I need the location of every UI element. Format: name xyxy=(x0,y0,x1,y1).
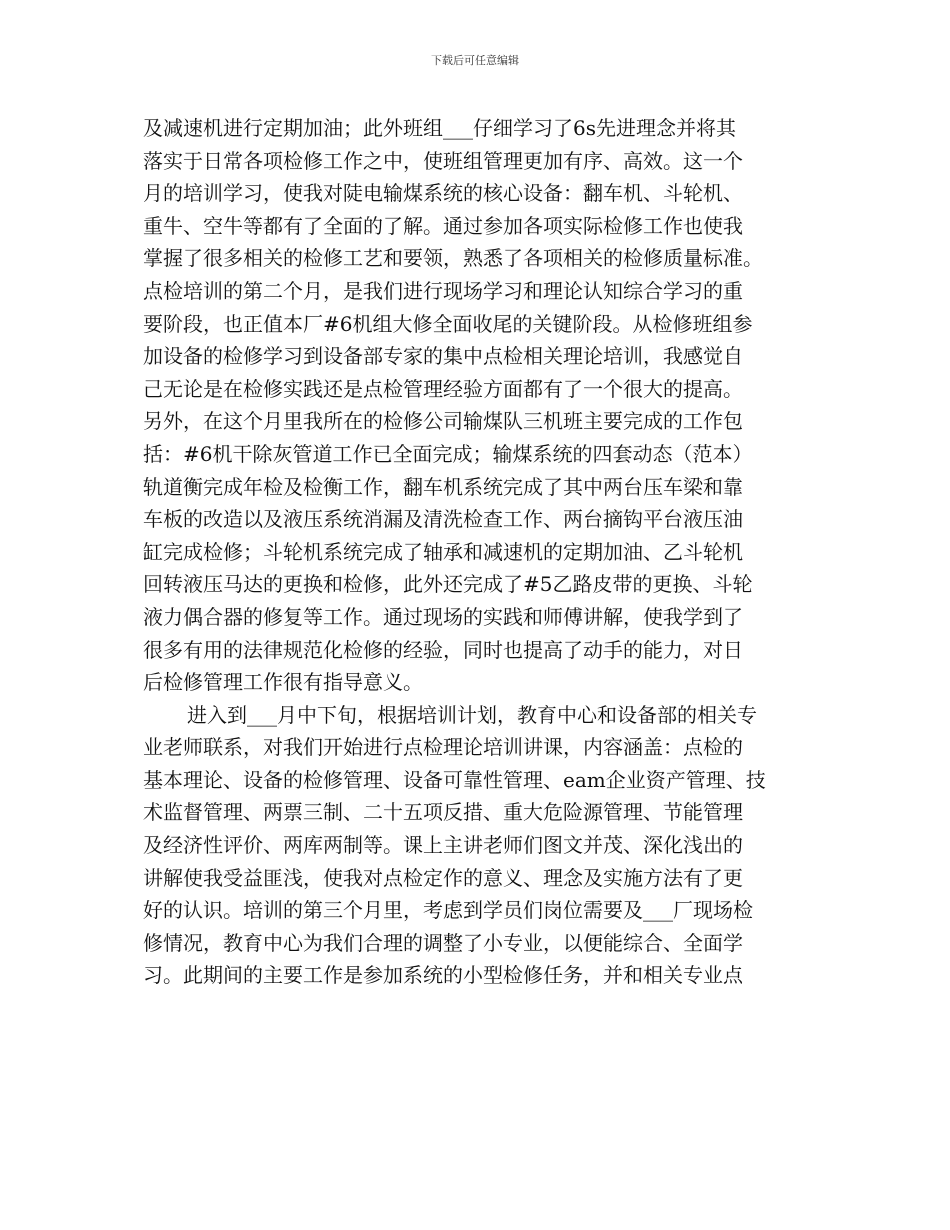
text-line: 车板的改造以及液压系统消漏及清洗检查工作、两台摘钩平台液压油 xyxy=(143,507,743,532)
text-line: 很多有用的法律规范化检修的经验，同时也提高了动手的能力，对日 xyxy=(143,637,743,662)
text-line: 加设备的检修学习到设备部专家的集中点检相关理论培训，我感觉自 xyxy=(143,344,743,369)
text-line: 另外，在这个月里我所在的检修公司输煤队三机班主要完成的工作包 xyxy=(143,409,743,434)
text-line: 点检培训的第二个月，是我们进行现场学习和理论认知综合学习的重 xyxy=(143,278,743,303)
text-line: 己无论是在检修实践还是点检管理经验方面都有了一个很大的提高。 xyxy=(143,376,743,401)
text-line: 业老师联系，对我们开始进行点检理论培训讲课，内容涵盖：点检的 xyxy=(143,735,743,760)
text-line: 轨道衡完成年检及检衡工作，翻车机系统完成了其中两台压车梁和靠 xyxy=(143,474,743,499)
text-line: 液力偶合器的修复等工作。通过现场的实践和师傅讲解，使我学到了 xyxy=(143,604,743,629)
text-line: 好的认识。培训的第三个月里，考虑到学员们岗位需要及___厂现场检 xyxy=(143,898,753,923)
paragraph-start-line: 进入到___月中下旬，根据培训计划，教育中心和设备部的相关专 xyxy=(187,702,757,727)
text-line: 重牛、空牛等都有了全面的了解。通过参加各项实际检修工作也使我 xyxy=(143,213,743,238)
text-line: 基本理论、设备的检修管理、设备可靠性管理、eam企业资产管理、技 xyxy=(143,767,766,792)
text-line: 落实于日常各项检修工作之中，使班组管理更加有序、高效。这一个 xyxy=(143,148,743,173)
header-note: 下载后可任意编辑 xyxy=(431,54,519,67)
text-line: 回转液压马达的更换和检修，此外还完成了#5乙路皮带的更换、斗轮 xyxy=(143,572,753,597)
text-line: 缸完成检修；斗轮机系统完成了轴承和减速机的定期加油、乙斗轮机 xyxy=(143,539,743,564)
text-line: 掌握了很多相关的检修工艺和要领，熟悉了各项相关的检修质量标准。 xyxy=(143,246,763,271)
text-line: 后检修管理工作很有指导意义。 xyxy=(143,670,423,695)
text-line: 要阶段，也正值本厂#6机组大修全面收尾的关键阶段。从检修班组参 xyxy=(143,311,753,336)
text-line: 术监督管理、两票三制、二十五项反措、重大危险源管理、节能管理 xyxy=(143,800,743,825)
text-line: 习。此期间的主要工作是参加系统的小型检修任务，并和相关专业点 xyxy=(143,963,743,988)
text-line: 修情况，教育中心为我们合理的调整了小专业，以便能综合、全面学 xyxy=(143,930,743,955)
document-body xyxy=(143,112,815,992)
text-line: 括：#6机干除灰管道工作已全面完成；输煤系统的四套动态（范本） xyxy=(143,441,753,466)
text-line: 及经济性评价、两库两制等。课上主讲老师们图文并茂、深化浅出的 xyxy=(143,833,743,858)
text-line: 及减速机进行定期加油；此外班组___仔细学习了6s先进理念并将其 xyxy=(143,116,736,140)
text-line: 讲解使我受益匪浅，使我对点检定作的意义、理念及实施方法有了更 xyxy=(143,865,743,890)
text-line: 月的培训学习，使我对陡电输煤系统的核心设备：翻车机、斗轮机、 xyxy=(143,181,743,206)
